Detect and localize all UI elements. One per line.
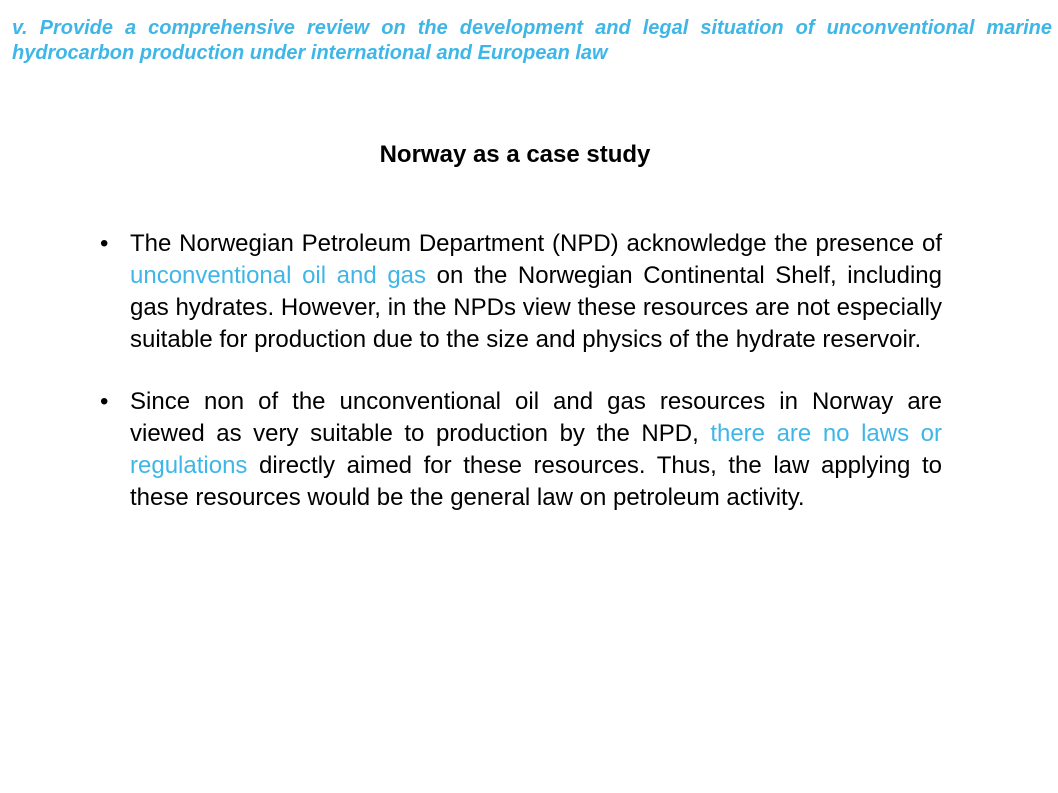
bullet-text-part: directly aimed for these resources. Thus, the law applying to these resources would be the general law on petroleum activity. [130,452,942,511]
bullet-text-part: Since non of the unconventional oil and gas resources in Norway are viewed as very suitable to production by the NPD, [130,388,942,447]
highlighted-phrase: unconventional oil and gas [130,262,427,289]
slide-title: Norway as a case study [379,141,651,168]
bullet-icon: • [100,230,109,257]
bullet-item-npd-acknowledgement [100,228,942,356]
highlighted-phrase: there are no laws or regulations [130,420,942,479]
bullet-text-part: on the Norwegian Continental Shelf, including gas hydrates. However, in the NPDs view these resources are not especially suitable for production due to the size and physics of the hydrate reservoir. [130,262,942,353]
bullet-item-no-regulations [100,386,942,514]
bullet-text-part: The Norwegian Petroleum Department (NPD) acknowledge the presence of [130,230,942,257]
bullet-text [130,386,942,514]
bullet-text [130,228,942,356]
bullet-icon: • [100,388,109,415]
section-header: v. Provide a comprehensive review on the development and legal situation of unconventional marine hydrocarbon production under international and European law [12,17,1052,64]
bullet-list [100,228,942,544]
